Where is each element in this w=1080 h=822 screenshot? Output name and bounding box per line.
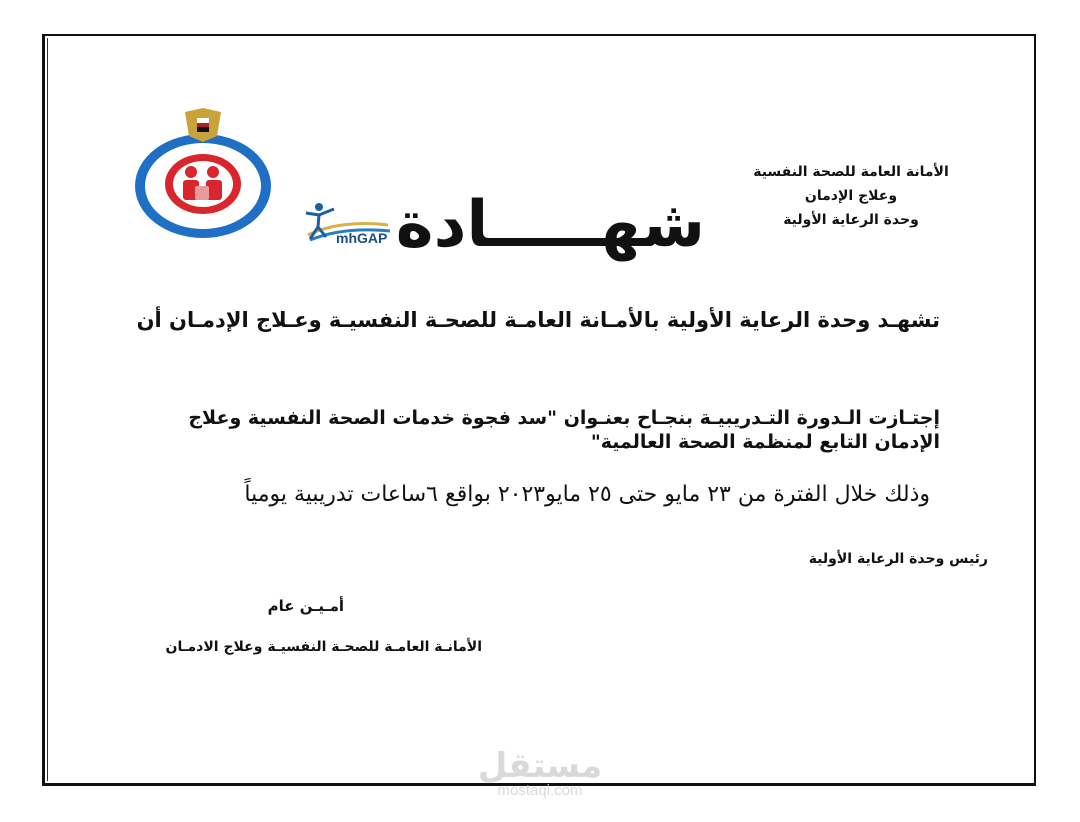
signature-secretary-title: أمـيـن عام [267, 597, 344, 615]
org-line-2: وعلاج الإدمان [804, 188, 898, 204]
training-period: وذلك خلال الفترة من ٢٣ مايو حتى ٢٥ مايو٢٠٢٣ بواقع ٦ساعات تدريبية يومياً [244, 482, 930, 507]
certificate-title: شهـــــادة [395, 188, 705, 262]
org-line-1: الأمانة العامة للصحة النفسية [753, 164, 949, 180]
mostaql-watermark [470, 748, 610, 799]
mhgap-figure-icon [298, 197, 394, 249]
watermark-url: mostaqi.com [497, 782, 583, 799]
signature-primary-care-head: رئيس وحدة الرعاية الأولية [808, 551, 988, 567]
mhgap-logo-text: mhGAP [336, 230, 388, 246]
watermark-arabic: مستقل [477, 746, 603, 786]
mhgap-logo [298, 197, 394, 249]
org-line-3: وحدة الرعاية الأولية [783, 212, 919, 228]
course-statement: إجتـازت الـدورة التـدريبيـة بنجـاح بعنـوان "سد فجوة خدمات الصحة النفسية وعلاج الإدمان التابع لمنظمة الصحة العالمية" [188, 407, 940, 453]
secretariat-logo [131, 106, 275, 244]
issuing-organization [746, 160, 956, 232]
signature-secretary-organization: الأمانـة العامـة للصحـة النفسيـة وعلاج الادمـان [165, 639, 482, 655]
certificate-intro: تشهـد وحدة الرعاية الأولية بالأمـانة العامـة للصحـة النفسيـة وعـلاج الإدمـان أن [136, 308, 940, 332]
